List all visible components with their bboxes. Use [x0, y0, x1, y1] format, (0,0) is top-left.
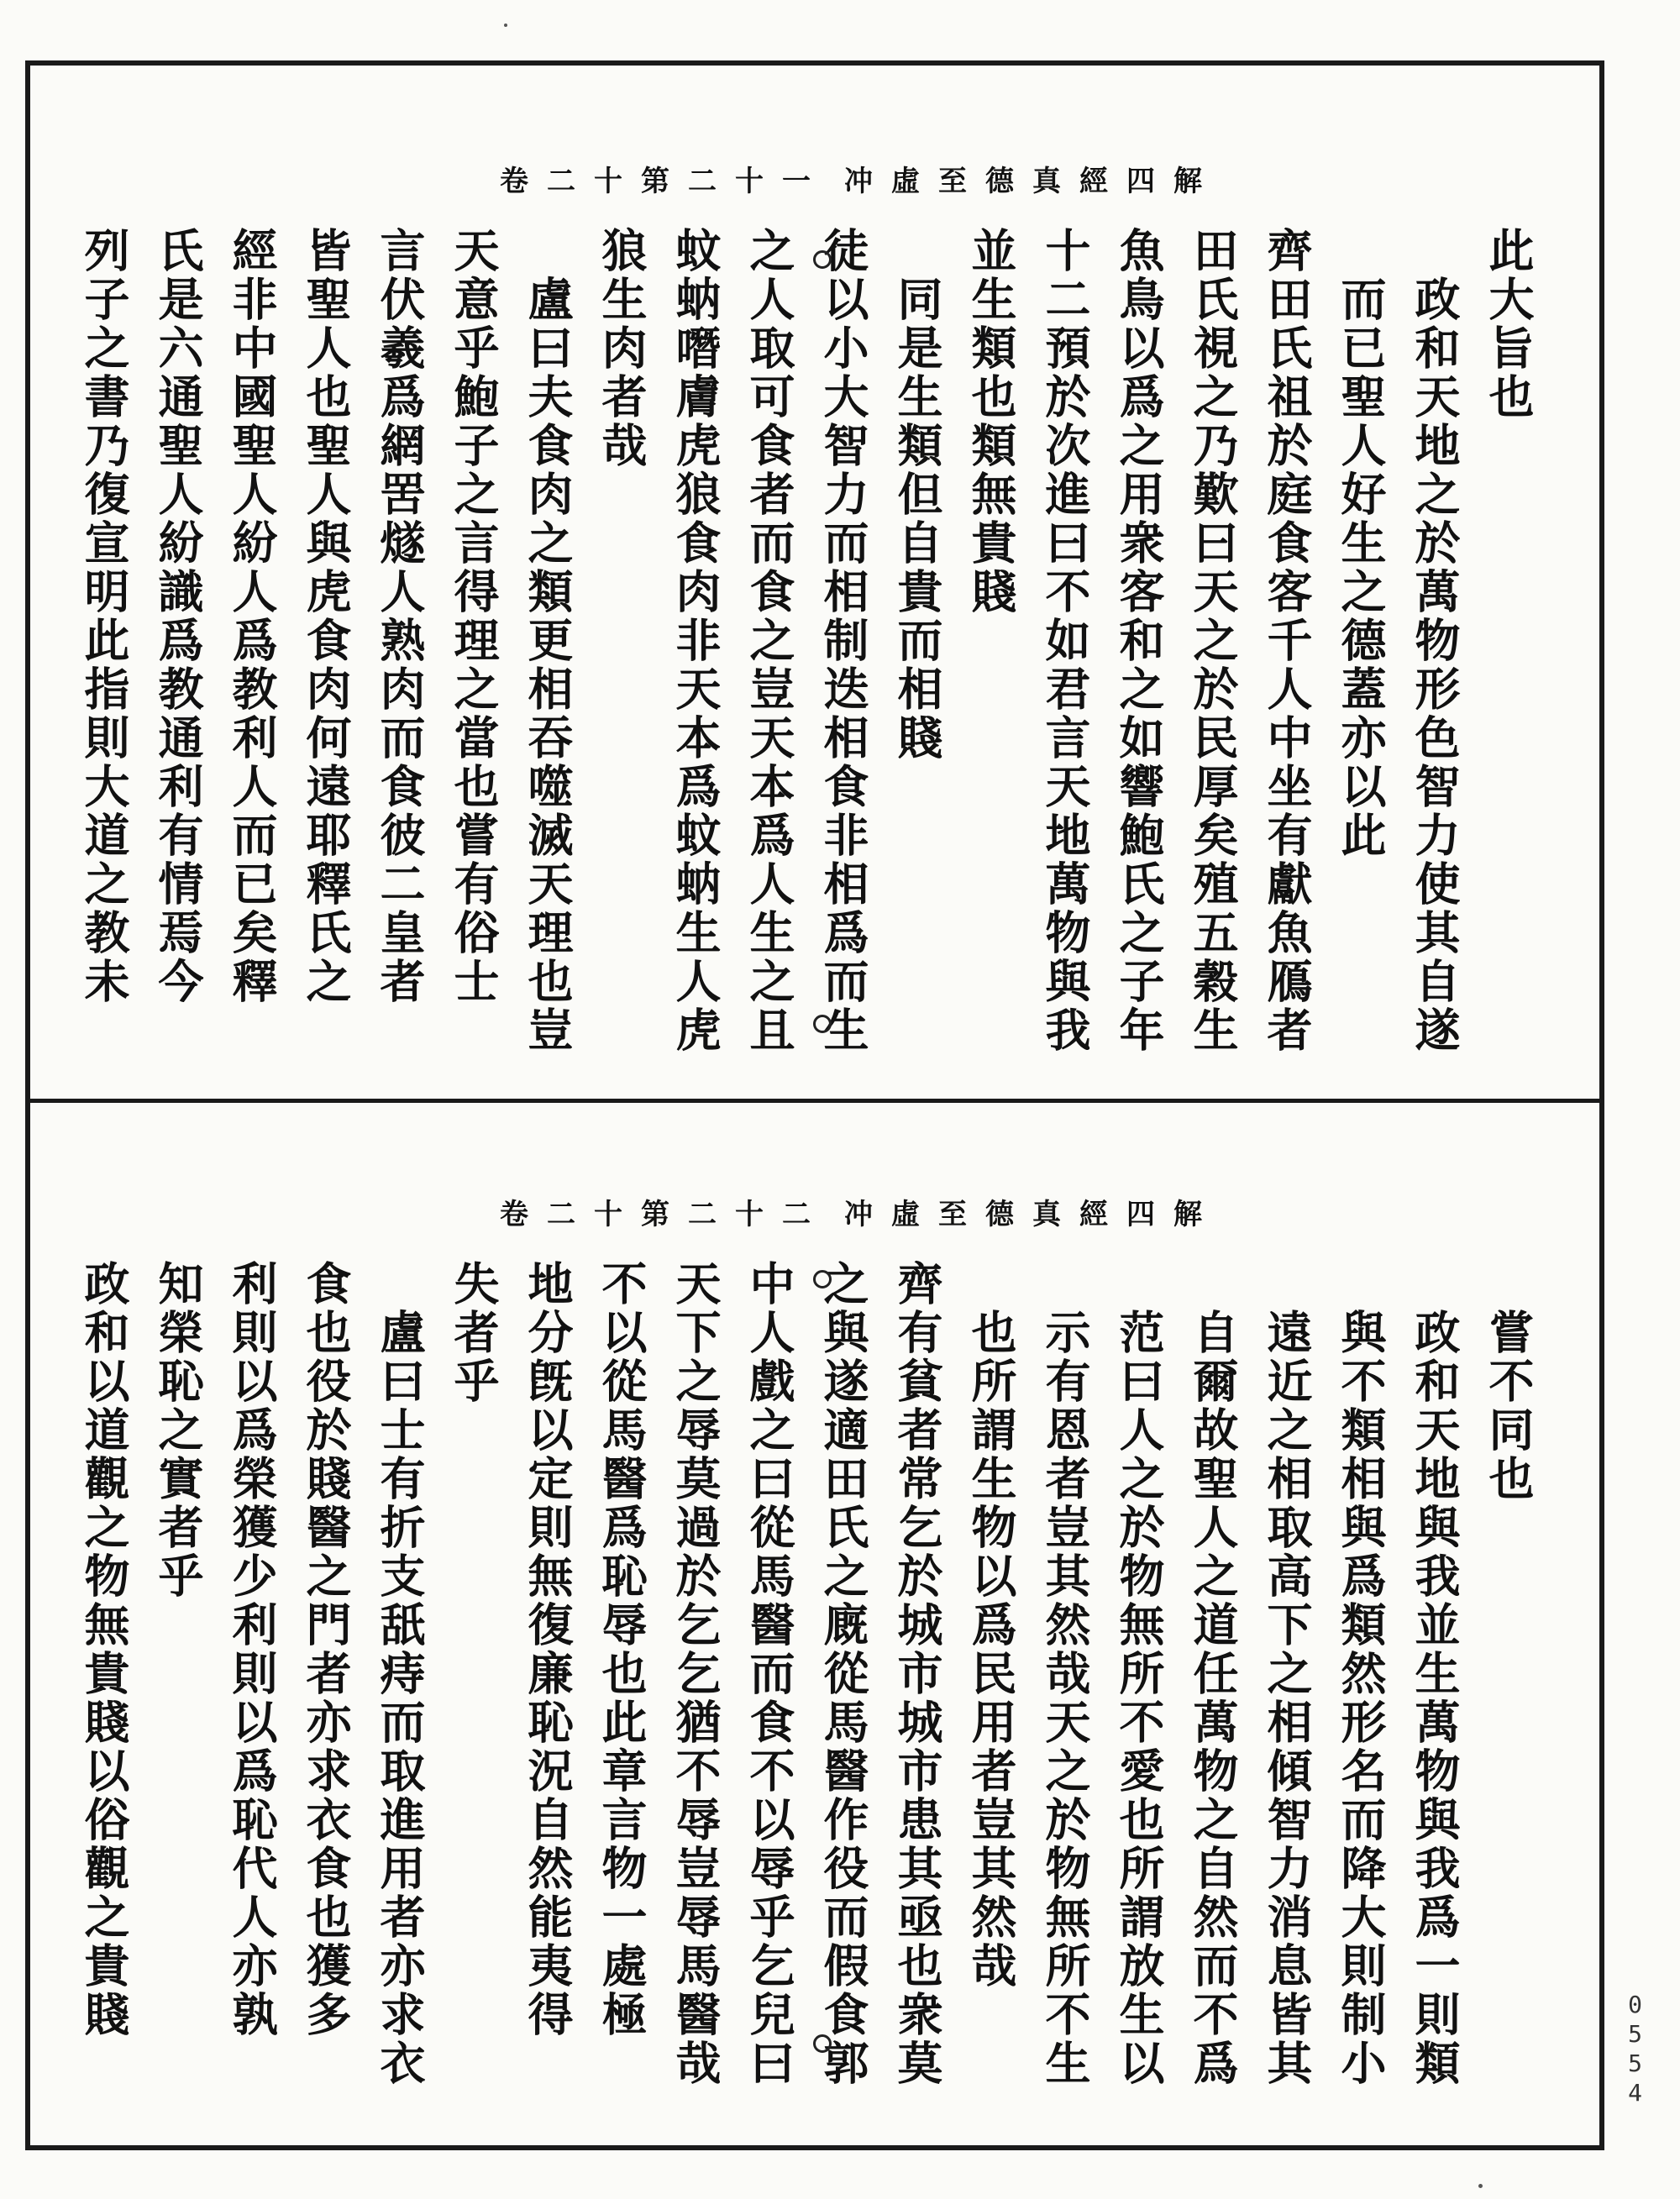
- text-column: 田氏視之乃歎曰天之於民厚矣殖五穀生: [1186, 227, 1240, 1055]
- scan-speck: [504, 24, 507, 27]
- text-column: 同是生類但自貴而相賤: [890, 276, 944, 763]
- text-column: 利則以爲榮獲少利則以爲恥代人亦孰: [225, 1260, 279, 2039]
- text-column: 經非中國聖人紛人爲教利人而已矣釋: [225, 227, 279, 1006]
- text-column: 盧曰士有折支舐痔而取進用者亦求衣: [373, 1309, 427, 2088]
- punctuation-circle: [813, 250, 832, 269]
- text-column: 齊田氏祖於庭食客千人中坐有獻魚鴈者: [1260, 227, 1314, 1055]
- text-column: 自爾故聖人之道任萬物之自然而不爲: [1186, 1309, 1240, 2088]
- text-column: 嘗不同也: [1482, 1309, 1536, 1504]
- text-column: 之人取可食者而食之豈天本爲人生之且: [743, 227, 796, 1055]
- text-column: 天下之辱莫過於乞乞猶不辱豈辱馬醫哉: [669, 1260, 722, 2088]
- text-column: 天意乎鮑子之言得理之當也嘗有俗士: [447, 227, 501, 1006]
- text-column: 知榮恥之實者乎: [151, 1260, 205, 1601]
- text-column: 地分旣以定則無復廉恥況自然能夷得: [521, 1260, 575, 2039]
- text-column: 言伏羲爲網罟燧人熟肉而食彼二皇者: [373, 227, 427, 1006]
- text-column: 遠近之相取高下之相傾智力消息皆其: [1260, 1309, 1314, 2088]
- text-column: 齊有貧者常乞於城市城市患其亟也衆莫: [890, 1260, 944, 2088]
- text-column: 盧曰夫食肉之類更相吞噬滅天理也豈: [521, 276, 575, 1055]
- text-column: 政和以道觀之物無貴賤以俗觀之貴賤: [77, 1260, 131, 2039]
- text-column: 政和天地之於萬物形色智力使其自遂: [1408, 276, 1462, 1055]
- text-column: 蚊蚋噆膚虎狼食肉非天本爲蚊蚋生人虎: [669, 227, 722, 1055]
- text-column: 列子之書乃復宣明此指則大道之教未: [77, 227, 131, 1006]
- top-header-volume: 卷二十第二十一: [500, 165, 829, 198]
- text-column: 徒以小大智力而相制迭相食非相爲而生: [816, 227, 870, 1055]
- top-text-block: [67, 227, 1546, 1067]
- text-column: 而已聖人好生之德蓋亦以此: [1334, 276, 1388, 860]
- text-column: 政和天地與我並生萬物與我爲一則類: [1408, 1309, 1462, 2088]
- text-column: 皆聖人也聖人與虎食肉何遠耶釋氏之: [299, 227, 353, 1006]
- text-column: 魚鳥以爲之用衆客和之如響鮑氏之子年: [1112, 227, 1166, 1055]
- top-header-title: 冲虛至德真經四解: [844, 165, 1221, 198]
- text-column: 十二預於次進曰不如君言天地萬物與我: [1038, 227, 1092, 1055]
- text-column: 失者乎: [447, 1260, 501, 1406]
- text-column: 不以從馬醫爲恥辱也此章言物一處極: [595, 1260, 648, 2039]
- text-column: 范曰人之於物無所不愛也所謂放生以: [1112, 1309, 1166, 2088]
- page-divider: [25, 1099, 1604, 1103]
- text-column: 中人戲之曰從馬醫而食不以辱乎乞兒曰: [743, 1260, 796, 2088]
- text-column: 並生類也類無貴賤: [964, 227, 1018, 617]
- text-column: 此大旨也: [1482, 227, 1536, 422]
- text-column: 示有恩者豈其然哉天之於物無所不生: [1038, 1309, 1092, 2088]
- bottom-header-title: 冲虛至德真經四解: [844, 1198, 1221, 1231]
- punctuation-circle: [813, 1270, 832, 1288]
- text-column: 與不類相與爲類然形名而降大則制小: [1334, 1309, 1388, 2088]
- text-column: 食也役於賤醫之門者亦求衣食也獲多: [299, 1260, 353, 2039]
- text-column: 之與遂適田氏之廐從馬醫作役而假食郭: [816, 1260, 870, 2088]
- bottom-header-volume: 卷二十第二十二: [500, 1198, 829, 1231]
- text-column: 也所謂生物以爲民用者豈其然哉: [964, 1309, 1018, 1991]
- bottom-text-block: [67, 1260, 1546, 2117]
- text-column: 氏是六通聖人紛識爲教通利有情焉今: [151, 227, 205, 1006]
- punctuation-circle: [813, 2034, 832, 2053]
- page-number: 0554: [1621, 1991, 1649, 2108]
- punctuation-circle: [813, 1015, 832, 1033]
- text-column: 狼生肉者哉: [595, 227, 648, 470]
- scan-speck: [1478, 2184, 1483, 2188]
